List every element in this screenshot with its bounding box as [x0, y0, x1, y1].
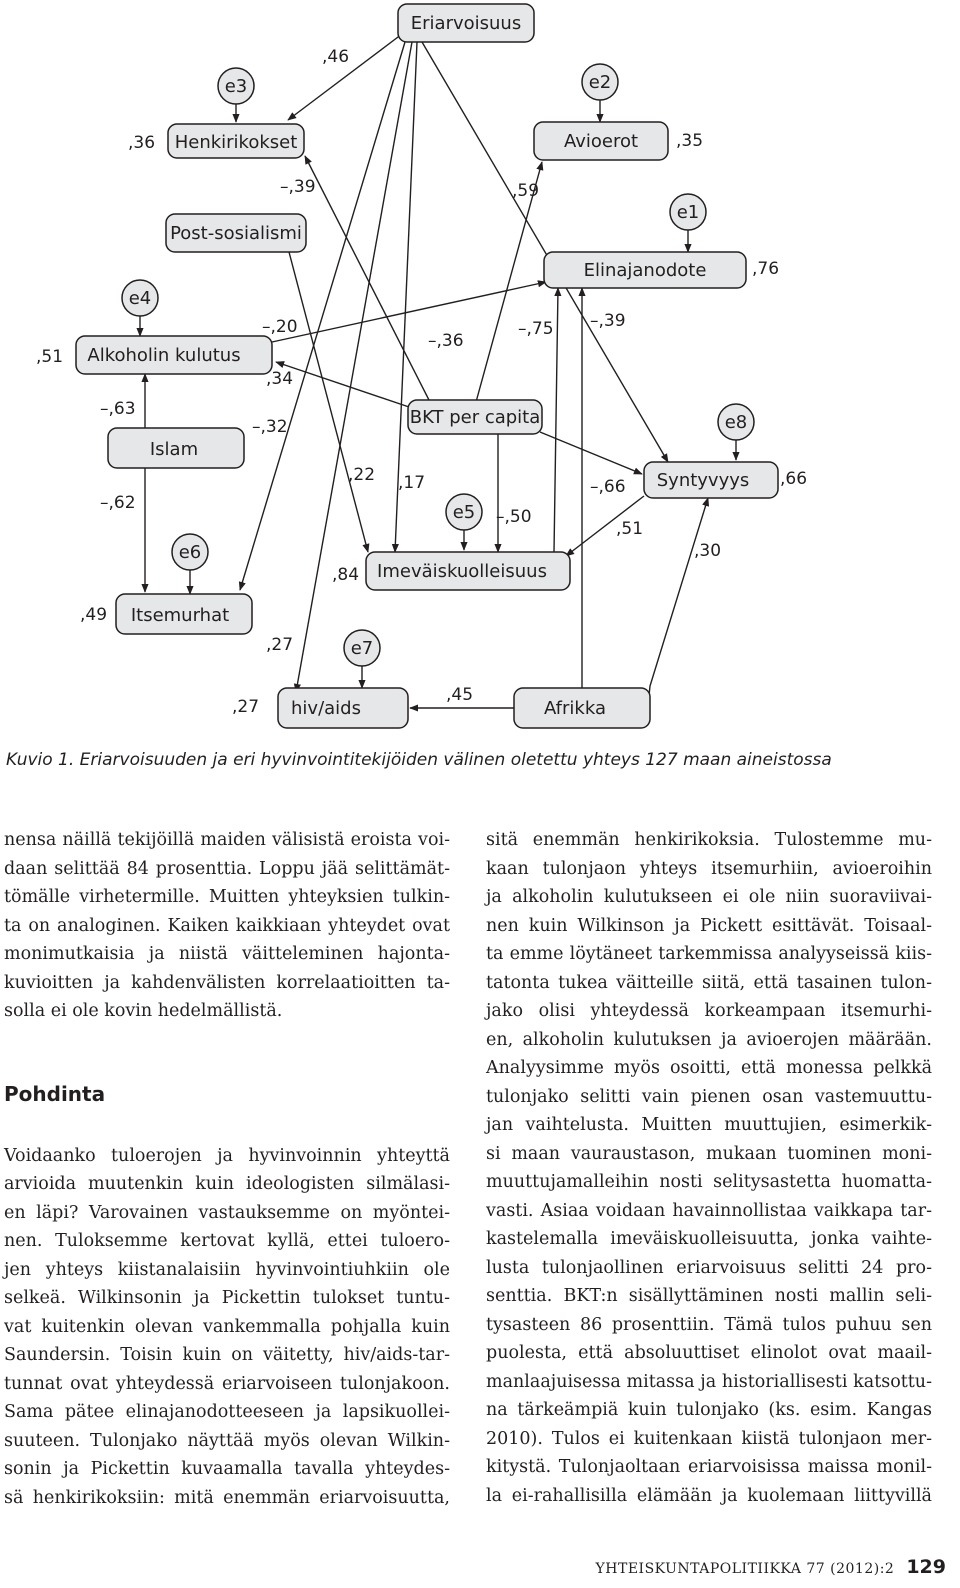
- text-line: na tärkeämpiä kuin tulonjako (ks. esim. Kangas: [486, 1400, 932, 1420]
- svg-text:Itsemurhat: Itsemurhat: [130, 605, 230, 626]
- error-e4: [122, 280, 158, 316]
- text-line: jako olisi yhteydessä korkeampaan itsemurhi-: [486, 1001, 932, 1021]
- svg-text:e3: e3: [224, 76, 248, 97]
- text-line: Analyysimme myös osoitti, että monessa pelkkä: [486, 1058, 932, 1078]
- text-line: monimutkaisia ja niistä väitteleminen hajonta-: [4, 944, 450, 964]
- error-e7: [344, 630, 380, 666]
- paragraph-pohdinta: [4, 1142, 450, 1513]
- svg-text:e6: e6: [178, 542, 202, 563]
- edge-eriarvoisuus-hiv: [296, 42, 412, 692]
- text-line: tunnat ovat yhteydessä eriarvoiseen tulonjakoon.: [4, 1373, 450, 1394]
- text-line: Sama pätee elinajanodotteeseen ja lapsikuollei-: [4, 1402, 450, 1422]
- svg-text:BKT per capita: BKT per capita: [409, 407, 541, 428]
- text-line: kaan tulonjaon yhteys itsemurhiin, avioeroihin: [486, 858, 932, 879]
- left-column: [4, 826, 450, 1512]
- text-line: arvioida muutenkin kuin ideologisten silmälasi-: [4, 1174, 450, 1194]
- svg-text:Eriarvoisuus: Eriarvoisuus: [410, 13, 522, 34]
- text-line: ta emme löytäneet tarkemmissa analyyseissä kiis-: [486, 944, 932, 964]
- text-line: vat kuitenkin olevan vankemmalla pohjalla kuin: [4, 1316, 450, 1337]
- text-line: nensa näillä tekijöillä maiden välisistä eroista voi-: [4, 830, 450, 850]
- node-henkirikokset: [168, 124, 304, 158]
- coef-32: –,32: [252, 417, 288, 437]
- node-imevaiskuolleisuus: [366, 552, 570, 590]
- coef-39-elinajanodote: –,39: [590, 311, 626, 331]
- text-line: kitystä. Tulonjaoltaan eriarvoisissa maissa monil-: [486, 1457, 932, 1477]
- coef-75: –,75: [518, 319, 554, 339]
- error-e2: [582, 64, 618, 100]
- text-line: ta on analoginen. Kaiken kaikkiaan yhteydet ovat: [4, 915, 450, 936]
- svg-text:Avioerot: Avioerot: [563, 131, 639, 152]
- coef-35: ,35: [676, 131, 704, 151]
- text-line: tulonjako selitti vain pienen osan vastemuuttu-: [486, 1086, 932, 1107]
- text-line: manlaajuisessa mitassa ja historiallisesti katsottu-: [486, 1371, 932, 1392]
- node-eriarvoisuus: [398, 4, 534, 42]
- svg-text:hiv/aids: hiv/aids: [291, 698, 361, 719]
- text-line: ja alkoholin kulutukseen ei ole niin suoraviivai-: [486, 887, 932, 907]
- svg-text:e8: e8: [724, 412, 748, 433]
- text-line: Saundersin. Toisin kuin on väitetty, hiv/aids-tar-: [4, 1345, 450, 1365]
- text-line: senttia. BKT:n sisällyttäminen nosti mallin seli-: [486, 1286, 932, 1306]
- coef-50: –,50: [496, 507, 532, 527]
- error-e6: [172, 534, 208, 570]
- text-line: solla ei ole kovin hedelmällistä.: [4, 1001, 283, 1021]
- coef-22: ,22: [348, 465, 376, 485]
- error-e8: [718, 404, 754, 440]
- coef-39-post: –,39: [280, 177, 316, 197]
- node-alkoholin-kulutus: [76, 336, 272, 374]
- node-hiv-aids: [278, 688, 408, 728]
- node-avioerot: [534, 122, 668, 160]
- text-line: jen yhteys kiistanalaisiin hyvinvointiuhkiin ole: [4, 1259, 450, 1280]
- svg-text:Afrikka: Afrikka: [544, 698, 606, 719]
- node-elinajanodote: [544, 252, 746, 288]
- page-footer: [596, 1556, 946, 1578]
- svg-text:Post-sosialismi: Post-sosialismi: [170, 223, 302, 244]
- text-line: muuttujamalleihin nosti selitysastetta huomatta-: [486, 1172, 932, 1192]
- text-line: daan selittää 84 prosenttia. Loppu jää selittämät-: [4, 858, 450, 879]
- svg-text:Syntyvyys: Syntyvyys: [656, 470, 750, 491]
- node-post-sosialismi: [166, 214, 306, 252]
- coef-76: ,76: [752, 259, 780, 279]
- edge-afrikka-syntyvyys: [648, 498, 708, 706]
- text-line: nen. Tuloksemme kertovat kyllä, ettei tuloero-: [4, 1231, 450, 1251]
- svg-text:e4: e4: [128, 288, 152, 309]
- text-line: lusta tulonjaollinen eriarvoisuus selitti 24 pro-: [486, 1257, 932, 1278]
- text-line: sonin ja Pickettin kuvaamalla tavalla yhteydes-: [4, 1459, 450, 1479]
- coef-27-itsemurhat: ,27: [266, 635, 294, 655]
- text-line: sä henkirikoksiin: mitä enemmän eriarvoisuutta,: [4, 1487, 450, 1508]
- coef-46: ,46: [322, 47, 350, 67]
- edge-imevais-elinajanodote: [554, 288, 558, 552]
- coef-63: –,63: [100, 399, 136, 419]
- coef-59: ,59: [512, 181, 540, 201]
- node-bkt-per-capita: [408, 400, 542, 434]
- svg-text:Imeväiskuolleisuus: Imeväiskuolleisuus: [377, 561, 547, 582]
- node-syntyvyys: [644, 462, 778, 498]
- coef-34: ,34: [266, 369, 294, 389]
- paragraph-intro: [4, 826, 450, 1026]
- svg-text:Alkoholin kulutus: Alkoholin kulutus: [87, 345, 241, 366]
- coef-49: ,49: [80, 605, 108, 625]
- svg-text:Elinajanodote: Elinajanodote: [583, 260, 707, 281]
- path-diagram: [0, 0, 960, 740]
- section-heading: Pohdinta: [4, 1081, 106, 1106]
- coef-36-bkt: –,36: [428, 331, 464, 351]
- error-e5: [446, 494, 482, 530]
- coef-17: ,17: [398, 473, 426, 493]
- edge-alkoholi-elinajanodote: [272, 282, 546, 342]
- text-line: jan vaihtelusta. Muitten muuttujien, esimerkik-: [486, 1115, 932, 1135]
- text-line: en, alkoholin kulutuksen ja avioerojen määrään.: [486, 1029, 932, 1050]
- text-line: tysasteen 86 prosenttiin. Tämä tulos puhuu sen: [486, 1314, 932, 1335]
- error-e3: [218, 68, 254, 104]
- node-itsemurhat: [116, 594, 252, 634]
- text-line: Voidaanko tuloerojen ja hyvinvoinnin yhteyttä: [4, 1145, 450, 1166]
- coef-51-alkoholi: ,51: [36, 347, 64, 367]
- coef-66-neg: –,66: [590, 477, 626, 497]
- node-islam: [108, 428, 244, 468]
- text-line: nen kuin Wilkinson ja Pickett esittävät. Toisaal-: [486, 915, 932, 936]
- text-line: puolesta, että absoluuttiset elinolot ovat maail-: [486, 1343, 932, 1363]
- text-line: tömälle virhetermille. Muitten yhteyksien tulkin-: [4, 887, 450, 907]
- page-number: 129: [906, 1556, 946, 1578]
- error-e1: [670, 194, 706, 230]
- svg-text:Islam: Islam: [149, 439, 199, 460]
- text-line: selkeä. Wilkinsonin ja Pickettin tulokset tuntu-: [4, 1288, 450, 1308]
- edge-bkt-henkirikokset: [305, 156, 430, 402]
- coef-66: ,66: [780, 469, 808, 489]
- text-line: sitä enemmän henkirikoksia. Tulostemme mu-: [486, 830, 932, 850]
- coef-30: ,30: [694, 541, 722, 561]
- svg-text:Henkirikokset: Henkirikokset: [174, 132, 298, 153]
- coef-84: ,84: [332, 565, 360, 585]
- coef-27-hiv: ,27: [232, 697, 260, 717]
- text-line: vasti. Asiaa voidaan havainnollistaa vaikkapa tar-: [486, 1200, 932, 1221]
- text-line: si maan vauraustason, mukaan tuominen moni-: [486, 1143, 932, 1164]
- coef-51-syntyvyys: ,51: [616, 519, 644, 539]
- journal-name: YHTEISKUNTAPOLITIIKKA 77 (2012):2: [595, 1561, 895, 1577]
- text-line: tatonta tukea väitteille siitä, että tasainen tulon-: [486, 972, 932, 993]
- figure-caption: Kuvio 1. Eriarvoisuuden ja eri hyvinvointitekijöiden välinen oletettu yhteys 127 maan aineistossa: [6, 750, 832, 770]
- svg-text:e2: e2: [588, 72, 612, 93]
- right-column: [486, 826, 932, 1510]
- svg-text:e7: e7: [350, 638, 374, 659]
- text-line: 2010). Tulos ei kuitenkaan kiistä tulonjaon mer-: [486, 1428, 932, 1449]
- coef-62: –,62: [100, 493, 136, 513]
- coef-45: ,45: [446, 685, 474, 705]
- coef-20: –,20: [262, 317, 298, 337]
- text-line: la ei-rahallisilla elämään ja kuolemaan liittyvillä: [486, 1485, 932, 1506]
- text-line: kuvioitten ja kahdenvälisten korrelaatioitten ta-: [4, 972, 450, 993]
- svg-text:e1: e1: [676, 202, 700, 223]
- text-line: en läpi? Varovainen vastauksemme on myöntei-: [4, 1202, 450, 1223]
- text-line: suuteen. Tulonjako näyttää myös olevan Wilkin-: [4, 1430, 450, 1451]
- node-afrikka: [514, 688, 650, 728]
- coef-36-henkirikokset: ,36: [128, 133, 156, 153]
- svg-text:e5: e5: [452, 502, 476, 523]
- text-line: kastelemalla imeväiskuolleisuutta, jonka vaihte-: [486, 1229, 932, 1249]
